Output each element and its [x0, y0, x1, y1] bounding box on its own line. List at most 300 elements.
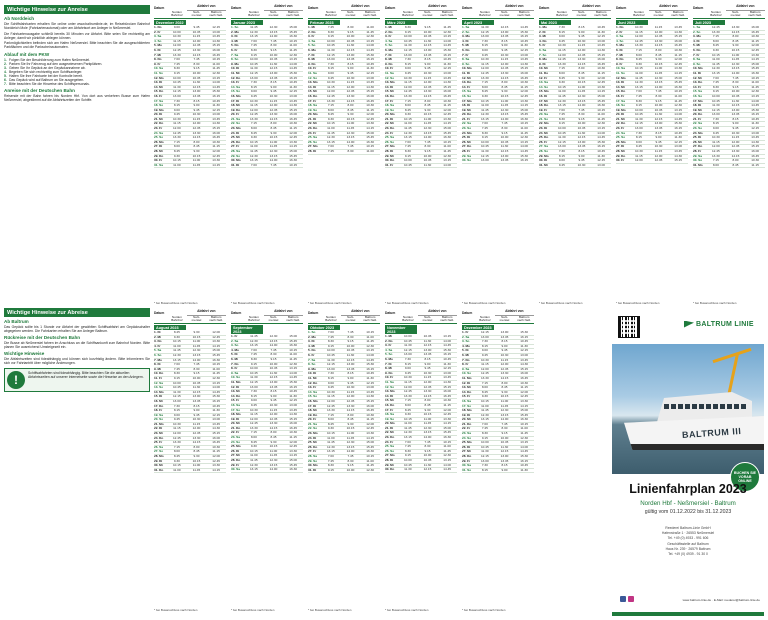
- time-cell: 13.30: [731, 25, 740, 29]
- time-cell: 9.00: [404, 66, 411, 71]
- time-cell: 12.45: [289, 135, 298, 140]
- date-cell: 7. Fr: [462, 52, 469, 57]
- time-cell: 9.30: [712, 47, 719, 52]
- time-cell: 13.30: [654, 38, 663, 43]
- date-cell: 7. Di: [385, 52, 392, 57]
- date-cell: 19. Do: [308, 412, 318, 417]
- date-cell: 15. Fr: [462, 394, 471, 399]
- facebook-icon[interactable]: [620, 596, 626, 602]
- date-cell: 12. Sa: [154, 380, 163, 385]
- departure-header: Abfahrt von: [341, 310, 380, 316]
- time-cell: 12.30: [520, 435, 529, 440]
- time-cell: 13.45: [366, 80, 375, 85]
- time-cell: 9.45: [558, 162, 565, 167]
- time-cell: 8.30: [327, 463, 334, 468]
- date-cell: 19. Do: [231, 107, 241, 112]
- time-cell: 8.15: [424, 356, 431, 361]
- date-cell: 25. Mi: [231, 135, 240, 140]
- time-cell: 8.45: [732, 162, 739, 167]
- time-cell: 10.00: [654, 103, 663, 108]
- time-cell: 12.15: [212, 412, 221, 417]
- time-cell: 10.30: [577, 162, 586, 167]
- time-cell: 12.15: [289, 89, 298, 94]
- time-cell: 11.30: [520, 43, 528, 48]
- time-cell: 13.30: [289, 448, 298, 453]
- date-cell: 8. So: [231, 57, 239, 62]
- date-cell: 1. So: [308, 330, 316, 334]
- time-cell: 13.00: [172, 398, 181, 403]
- time-cell: 13.30: [500, 371, 509, 376]
- time-cell: 13.15: [212, 380, 221, 385]
- time-cell: 11.45: [500, 103, 509, 108]
- time-cell: 11.45: [192, 467, 201, 472]
- time-cell: 7.00: [481, 421, 488, 426]
- time-cell: 11.30: [212, 408, 220, 413]
- time-cell: 12.45: [403, 89, 412, 94]
- date-cell: 18. Sa: [308, 103, 317, 108]
- time-cell: 12.00: [597, 75, 606, 80]
- time-cell: 8.30: [347, 458, 354, 463]
- time-cell: 9.45: [501, 47, 508, 52]
- time-cell: 11.45: [366, 29, 374, 34]
- time-cell: 8.00: [193, 444, 200, 449]
- station-header: Neß- mersiel: [268, 314, 279, 322]
- date-cell: 9. Di: [539, 61, 546, 66]
- station-header: Baltrum nach Neß.: [517, 9, 532, 17]
- date-cell: 24. Di: [308, 435, 317, 440]
- time-cell: 13.45: [500, 334, 509, 339]
- date-header: Datum: [693, 6, 704, 10]
- station-header: Norden Bahnhof: [325, 9, 337, 17]
- date-cell: 11. Do: [539, 70, 549, 75]
- date-cell: 13. Sa: [539, 80, 548, 85]
- date-cell: 16. Mo: [231, 93, 241, 98]
- time-cell: 9.15: [347, 463, 354, 468]
- time-cell: 11.15: [192, 34, 201, 39]
- station-header: Norden Bahnhof: [248, 314, 260, 322]
- time-cell: 7.15: [635, 47, 642, 52]
- time-cell: 8.00: [732, 34, 739, 39]
- time-cell: 12.00: [212, 330, 221, 334]
- date-cell: 2. Do: [308, 29, 316, 34]
- time-cell: 9.30: [193, 454, 200, 459]
- time-cell: 14.00: [751, 98, 760, 103]
- time-cell: 7.30: [481, 38, 488, 43]
- station-header: Baltrum nach Neß.: [209, 9, 224, 17]
- time-cell: 15.00: [212, 348, 221, 353]
- time-cell: 15.15: [443, 384, 452, 389]
- time-cell: 12.00: [269, 412, 278, 417]
- time-cell: 7.15: [327, 412, 334, 417]
- time-cell: 11.15: [481, 362, 489, 367]
- date-cell: 26. So: [385, 448, 395, 453]
- time-cell: 8.30: [481, 431, 488, 436]
- time-cell: 12.00: [480, 66, 489, 71]
- time-cell: 10.45: [500, 440, 509, 445]
- date-cell: 22. Di: [154, 426, 163, 431]
- time-cell: 12.15: [577, 135, 586, 140]
- date-cell: 28. Mo: [154, 454, 164, 459]
- time-cell: 10.00: [480, 440, 489, 445]
- time-cell: 12.15: [480, 29, 489, 34]
- time-cell: 10.30: [346, 75, 355, 80]
- date-cell: 27. So: [154, 449, 164, 454]
- time-cell: 16.15: [366, 366, 375, 371]
- time-cell: 10.15: [423, 412, 432, 417]
- time-cell: 10.45: [366, 61, 375, 66]
- time-cell: 10.45: [249, 370, 258, 375]
- time-cell: 10.15: [711, 52, 720, 57]
- time-cell: 11.30: [250, 66, 258, 71]
- time-cell: 16.45: [520, 375, 529, 380]
- date-cell: 12. Fr: [539, 75, 548, 80]
- date-cell: 16. Mo: [308, 398, 318, 403]
- date-cell: 3. Do: [154, 339, 162, 344]
- social-links: [620, 596, 634, 602]
- time-cell: 10.00: [577, 121, 586, 126]
- time-cell: 14.15: [423, 393, 432, 398]
- time-cell: 9.30: [558, 80, 565, 85]
- time-cell: 10.45: [403, 38, 412, 43]
- date-cell: 10. Mo: [693, 66, 703, 71]
- time-cell: 13.00: [289, 93, 298, 98]
- time-cell: 10.30: [346, 385, 355, 390]
- time-cell: 12.15: [212, 107, 221, 112]
- time-cell: 16.00: [212, 435, 221, 440]
- time-cell: 12.45: [500, 366, 509, 371]
- station-header: Norden Bahnhof: [479, 314, 491, 322]
- time-cell: 13.15: [577, 98, 586, 103]
- date-cell: 9. Mo: [308, 366, 316, 371]
- time-cell: 12.15: [751, 126, 760, 131]
- time-cell: 10.15: [366, 454, 375, 459]
- time-cell: 9.30: [481, 93, 488, 98]
- time-cell: 13.15: [346, 444, 355, 449]
- ship-name: BALTRUM III: [681, 425, 742, 441]
- time-cell: 8.30: [501, 126, 508, 131]
- time-cell: 13.45: [192, 93, 201, 98]
- time-cell: 8.45: [250, 130, 257, 135]
- date-cell: 2. Sa: [462, 334, 470, 339]
- time-cell: 13.00: [711, 112, 720, 117]
- time-cell: 10.30: [326, 389, 335, 394]
- time-cell: 11.45: [674, 98, 682, 103]
- date-cell: 19. So: [308, 107, 318, 112]
- date-cell: 15. Mi: [385, 89, 394, 94]
- time-cell: 13.00: [577, 139, 586, 144]
- time-cell: 12.30: [326, 135, 335, 140]
- date-cell: 13. Do: [693, 80, 703, 85]
- date-cell: 2. Sa: [231, 338, 239, 343]
- date-cell: 30. Do: [385, 158, 395, 163]
- time-cell: 14.15: [597, 89, 606, 94]
- time-cell: 15.30: [597, 139, 606, 144]
- time-cell: 13.00: [634, 126, 643, 131]
- time-cell: 11.15: [597, 70, 605, 75]
- time-cell: 14.00: [443, 462, 452, 467]
- date-cell: 17. Mo: [693, 98, 703, 103]
- time-cell: 16.45: [366, 98, 375, 103]
- date-header: Datum: [385, 311, 396, 315]
- date-cell: 6. Sa: [539, 47, 547, 52]
- time-cell: 10.30: [597, 66, 606, 71]
- time-cell: 12.15: [711, 107, 720, 112]
- date-cell: 17. Di: [231, 98, 240, 103]
- time-cell: 11.00: [731, 52, 740, 57]
- time-cell: 7.45: [481, 126, 488, 131]
- time-cell: 14.00: [443, 162, 452, 167]
- time-cell: 10.45: [577, 126, 586, 131]
- date-cell: 22. Do: [616, 121, 626, 126]
- date-cell: 4. Mo: [231, 347, 239, 352]
- time-cell: 14.00: [520, 444, 529, 449]
- time-cell: 9.15: [250, 361, 257, 366]
- time-cell: 14.45: [289, 375, 298, 380]
- time-cell: 15.45: [366, 135, 375, 140]
- time-cell: 12.00: [172, 126, 181, 131]
- date-cell: 26. Mi: [693, 139, 702, 144]
- time-cell: 12.30: [480, 412, 489, 417]
- time-cell: 11.30: [500, 144, 509, 149]
- column-header: [462, 310, 534, 324]
- date-cell: 18. Sa: [385, 412, 394, 417]
- time-cell: 9.00: [481, 47, 488, 52]
- time-cell: 13.45: [520, 57, 529, 62]
- time-cell: 8.30: [558, 116, 565, 121]
- station-header: Norden Bahnhof: [479, 9, 491, 17]
- date-cell: 15. Mo: [539, 89, 549, 94]
- time-cell: 13.00: [500, 29, 509, 34]
- time-cell: 7.45: [424, 439, 431, 444]
- date-cell: 3. Sa: [616, 34, 624, 39]
- address-line: Haus Nr. 239 · 26579 Baltrum: [665, 546, 711, 551]
- time-cell: 9.30: [327, 426, 334, 431]
- time-cell: 10.00: [423, 153, 432, 158]
- time-cell: 10.15: [346, 426, 355, 431]
- time-cell: 15.15: [520, 66, 529, 71]
- time-cell: 7.30: [558, 25, 565, 29]
- time-cell: 11.45: [443, 149, 451, 154]
- time-cell: 9.00: [173, 412, 180, 417]
- time-cell: 10.30: [443, 98, 452, 103]
- time-cell: 10.45: [192, 29, 201, 34]
- baltrum-subheading: Ab Baltrum: [4, 319, 29, 324]
- time-cell: 8.45: [635, 57, 642, 62]
- time-cell: 10.45: [212, 98, 221, 103]
- date-cell: 23. So: [693, 126, 703, 131]
- time-cell: 7.15: [481, 380, 488, 385]
- date-cell: 22. Fr: [231, 430, 240, 435]
- time-cell: 13.00: [403, 52, 412, 57]
- time-cell: 10.45: [289, 80, 298, 85]
- time-cell: 9.45: [347, 380, 354, 385]
- time-cell: 11.30: [751, 121, 759, 126]
- time-cell: 16.00: [751, 25, 760, 29]
- time-cell: 13.00: [520, 352, 529, 357]
- date-cell: 2. Do: [385, 29, 393, 34]
- time-cell: 13.45: [500, 34, 509, 39]
- station-header: Baltrum nach Neß.: [363, 314, 378, 322]
- date-cell: 15. Sa: [462, 89, 471, 94]
- time-cell: 13.15: [731, 66, 740, 71]
- time-cell: 8.00: [712, 38, 719, 43]
- time-cell: 10.00: [192, 70, 201, 75]
- time-cell: 12.45: [634, 38, 643, 43]
- time-cell: 13.30: [172, 135, 181, 140]
- time-cell: 11.45: [731, 57, 740, 62]
- date-header: Datum: [616, 6, 627, 10]
- time-cell: 13.00: [366, 385, 375, 390]
- time-cell: 14.00: [289, 370, 298, 375]
- date-cell: 19. Fr: [539, 107, 548, 112]
- time-cell: 13.45: [366, 389, 375, 394]
- time-cell: 10.45: [634, 112, 643, 117]
- time-cell: 16.30: [674, 84, 683, 89]
- date-cell: 22. Mi: [385, 430, 394, 435]
- time-cell: 12.45: [212, 153, 221, 158]
- time-cell: 7.45: [347, 330, 354, 334]
- date-cell: 23. Do: [308, 126, 318, 131]
- date-cell: 31. Di: [231, 162, 240, 167]
- date-cell: 31. Mo: [693, 162, 703, 167]
- station-header: Baltrum nach Neß.: [594, 9, 609, 17]
- time-cell: 8.00: [424, 98, 431, 103]
- time-cell: 10.30: [654, 144, 663, 149]
- date-cell: 30. Mo: [308, 463, 318, 468]
- time-cell: 7.00: [327, 330, 334, 334]
- date-cell: 25. Mi: [308, 440, 317, 445]
- time-cell: 10.45: [423, 34, 432, 39]
- time-cell: 13.45: [577, 144, 586, 149]
- time-cell: 9.15: [732, 84, 739, 89]
- arrival-heading: Wichtige Hinweise zur Anreise: [4, 5, 150, 14]
- time-cell: 8.30: [424, 144, 431, 149]
- time-cell: 16.30: [443, 135, 452, 140]
- date-cell: 14. Mi: [616, 84, 625, 89]
- date-cell: 25. Sa: [308, 135, 317, 140]
- time-cell: 11.45: [289, 47, 297, 52]
- time-cell: 11.00: [520, 426, 528, 431]
- time-cell: 16.30: [751, 70, 760, 75]
- time-cell: 12.30: [577, 93, 586, 98]
- time-cell: 13.15: [423, 430, 432, 435]
- date-cell: 9. Mi: [154, 366, 161, 371]
- time-cell: 11.45: [250, 458, 258, 463]
- time-cell: 10.45: [289, 389, 298, 394]
- time-cell: 9.00: [558, 34, 565, 39]
- date-cell: 12. So: [385, 75, 395, 80]
- time-cell: 13.15: [480, 116, 489, 121]
- time-cell: 13.00: [480, 158, 489, 163]
- time-cell: 10.45: [269, 57, 278, 62]
- time-cell: 12.00: [289, 439, 298, 444]
- time-cell: 12.30: [269, 149, 278, 154]
- time-cell: 10.00: [346, 343, 355, 348]
- time-cell: 13.15: [346, 135, 355, 140]
- time-cell: 10.00: [711, 93, 720, 98]
- time-cell: 9.30: [732, 43, 739, 48]
- time-cell: 11.30: [597, 29, 605, 34]
- date-cell: 24. Fr: [308, 130, 317, 135]
- time-cell: 10.00: [326, 38, 335, 43]
- time-cell: 11.00: [192, 158, 201, 163]
- date-cell: 23. Sa: [462, 431, 471, 436]
- time-cell: 12.15: [346, 357, 355, 362]
- time-cell: 11.30: [443, 361, 451, 366]
- time-cell: 7.15: [712, 158, 719, 163]
- time-cell: 11.30: [520, 467, 528, 472]
- time-cell: 11.30: [250, 375, 258, 380]
- contact-line[interactable]: www.baltrum-linie.de · E-Mail: reederei@baltrum-linie.de: [682, 598, 760, 602]
- time-cell: 13.45: [654, 126, 663, 131]
- time-cell: 12.45: [346, 89, 355, 94]
- time-cell: 8.45: [501, 84, 508, 89]
- time-cell: 10.30: [192, 417, 201, 422]
- date-cell: 2. Do: [385, 338, 393, 343]
- time-cell: 11.00: [443, 444, 451, 449]
- time-cell: 10.15: [346, 116, 355, 121]
- time-cell: 12.30: [443, 29, 452, 34]
- date-cell: 24. So: [462, 435, 472, 440]
- time-cell: 11.45: [500, 403, 509, 408]
- book-online-badge[interactable]: BUCHEN SIE VORAB ONLINE: [730, 462, 760, 492]
- qr-code-icon[interactable]: [618, 316, 640, 338]
- time-cell: 11.30: [327, 357, 335, 362]
- time-cell: 10.00: [500, 135, 509, 140]
- time-cell: 10.30: [577, 38, 586, 43]
- table-row: [154, 469, 226, 474]
- time-cell: 13.15: [654, 80, 663, 85]
- time-cell: 13.00: [443, 70, 452, 75]
- time-cell: 7.45: [193, 57, 200, 62]
- time-cell: 7.30: [173, 98, 180, 103]
- time-cell: 16.00: [289, 421, 298, 426]
- time-cell: 10.30: [480, 357, 489, 362]
- time-cell: 9.45: [655, 139, 662, 144]
- time-cell: 15.30: [443, 347, 452, 352]
- time-cell: 7.00: [712, 75, 719, 80]
- time-cell: 13.30: [212, 158, 221, 163]
- time-cell: 11.30: [289, 84, 297, 89]
- address-line: Tel. +49 (0) 4933 - 991 606: [667, 536, 709, 541]
- station-header: Norden Bahnhof: [171, 9, 183, 17]
- date-cell: 27. Di: [616, 144, 625, 149]
- time-cell: 10.45: [520, 38, 529, 43]
- time-cell: 10.15: [597, 107, 606, 112]
- time-cell: 11.00: [366, 458, 374, 463]
- instagram-icon[interactable]: [628, 596, 634, 602]
- station-header: Norden Bahnhof: [171, 314, 183, 322]
- step-number: 5.: [4, 73, 7, 78]
- time-cell: 10.00: [172, 29, 181, 34]
- time-cell: 7.45: [424, 139, 431, 144]
- time-cell: 13.30: [500, 70, 509, 75]
- date-cell: 12. Mi: [462, 75, 471, 80]
- time-cell: 7.15: [173, 139, 180, 144]
- time-cell: 13.45: [674, 149, 683, 154]
- time-cell: 10.15: [403, 416, 412, 421]
- time-cell: 13.00: [326, 366, 335, 371]
- time-cell: 11.15: [423, 75, 432, 80]
- time-cell: 15.15: [520, 366, 529, 371]
- time-cell: 9.00: [270, 393, 277, 398]
- time-cell: 15.00: [597, 93, 606, 98]
- time-cell: 12.30: [366, 467, 375, 472]
- time-cell: 11.15: [289, 126, 297, 131]
- time-cell: 9.15: [270, 47, 277, 52]
- time-cell: 11.00: [404, 421, 412, 426]
- date-cell: 16. Do: [308, 93, 318, 98]
